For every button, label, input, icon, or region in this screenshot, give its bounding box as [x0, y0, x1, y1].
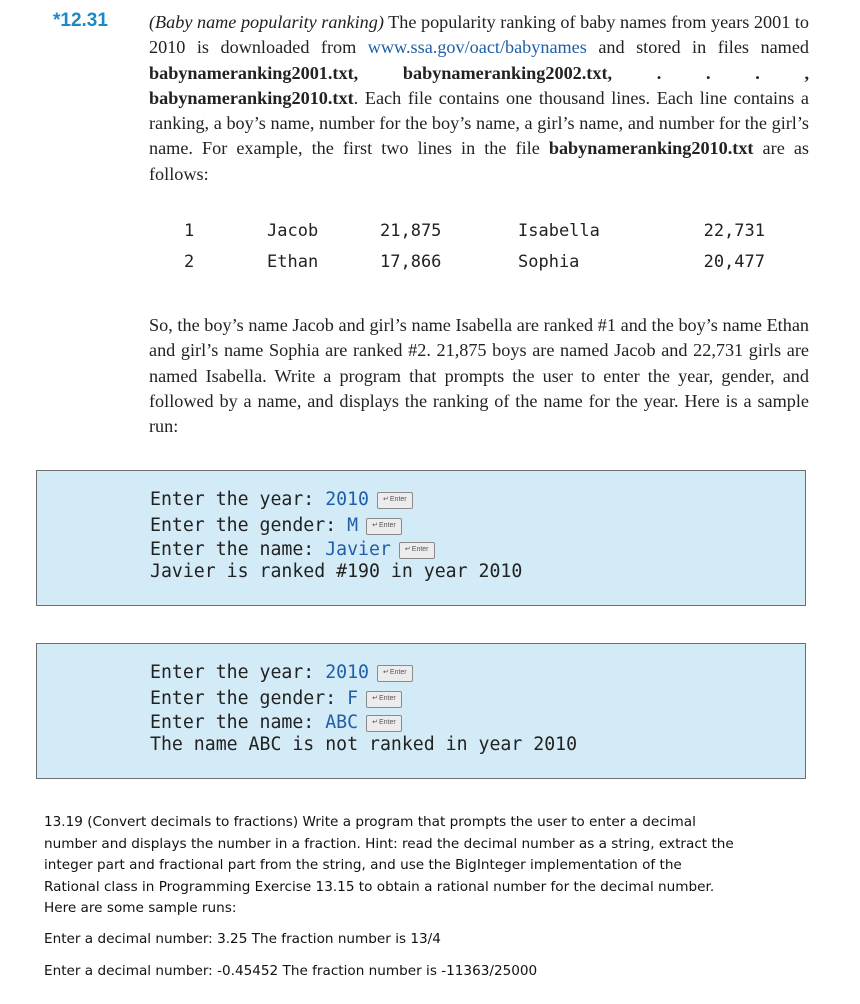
exercise-12-31-explanation: So, the boy’s name Jacob and girl’s name Isabella are ranked #1 and the boy’s name Ethan and girl’s name Sophia are ranked #2. 21,875 boys are named Jacob and 22,731 girls are named Isabella. Write a program that prompts the user to enter the year, gender, and followed by a name, and displays the ranking of the name for the year. Here is a sample run:	[149, 315, 809, 437]
console-line	[150, 487, 522, 513]
exercise-12-31-description	[149, 10, 809, 187]
description-text-1: The popularity ranking of baby names from years 2001 to 2010 is downloaded from	[149, 12, 810, 58]
prompt-text: Enter the name:	[150, 712, 326, 733]
girl-count-cell: 22,731	[703, 221, 765, 241]
girl-name-cell: Isabella	[518, 221, 600, 241]
user-input: Javier	[325, 539, 391, 560]
sample-run-line: Enter a decimal number: 3.25 The fraction number is 13/4	[44, 930, 441, 947]
enter-key-icon: ↵ Enter	[377, 665, 413, 682]
user-input: 2010	[325, 489, 370, 510]
sample-run-box	[36, 643, 806, 779]
console-line	[150, 539, 522, 561]
boy-count-cell: 21,875	[380, 221, 442, 241]
console-line	[150, 712, 577, 734]
console-line	[150, 513, 522, 539]
girl-count-cell: 20,477	[703, 252, 765, 272]
enter-key-icon: ↵ Enter	[399, 542, 435, 559]
user-input: M	[347, 515, 359, 536]
exercise-title: (Baby name popularity ranking)	[149, 12, 384, 32]
user-input: ABC	[325, 712, 359, 733]
boy-name-cell: Jacob	[267, 221, 319, 241]
file-line	[175, 221, 775, 252]
prompt-text: Enter the year:	[150, 489, 326, 510]
user-input: F	[347, 688, 359, 709]
prompt-text: Enter the year:	[150, 662, 326, 683]
boy-count-cell: 17,866	[380, 252, 442, 272]
exercise-13-19	[44, 812, 734, 983]
description-text-2: and stored in files named	[586, 37, 809, 58]
exercise-13-19-description: 13.19 (Convert decimals to fractions) Write a program that prompts the user to enter a decimal number and displays the number in a fraction. Hint: read the decimal number as a string, extract the integer part and fractional part from the string, and use the BigInteger implementation of the Rational class in Programming Exercise 13.15 to obtain a rational number for the decimal number. Here are some sample runs:	[44, 814, 734, 916]
boy-name-cell: Ethan	[267, 252, 319, 272]
girl-name-cell: Sophia	[518, 252, 580, 272]
enter-key-icon: ↵ Enter	[366, 691, 402, 708]
sample-run-box	[36, 470, 806, 606]
example-file-lines	[175, 221, 775, 283]
exercise-number: *12.31	[53, 10, 108, 31]
source-url[interactable]: www.ssa.gov/oact/babynames	[367, 37, 587, 58]
description-text-4: are as follows:	[149, 138, 809, 184]
prompt-text: Enter the gender:	[150, 515, 348, 536]
console-line	[150, 660, 577, 686]
file-names: babynameranking2001.txt, babynameranking2002.txt, . . . , babynameranking2010.txt	[149, 62, 809, 108]
user-input: 2010	[325, 662, 370, 683]
enter-key-icon: ↵ Enter	[366, 715, 402, 732]
prompt-text: Enter the gender:	[150, 688, 348, 709]
console-line	[150, 686, 577, 712]
description-text-3: . Each file contains one thousand lines. Each line contains a ranking, a boy’s name, number for the boy’s name, a girl’s name, and number for the girl’s name. For example, the first two lines in the file	[149, 87, 809, 159]
console-output: The name ABC is not ranked in year 2010	[150, 734, 578, 755]
file-line	[175, 252, 775, 283]
enter-key-icon: ↵ Enter	[366, 518, 402, 535]
enter-key-icon: ↵ Enter	[377, 492, 413, 509]
rank-cell: 1	[184, 221, 195, 241]
example-file-name: babynameranking2010.txt	[548, 138, 754, 159]
rank-cell: 2	[184, 252, 195, 272]
prompt-text: Enter the name:	[150, 539, 326, 560]
console-output: Javier is ranked #190 in year 2010	[150, 561, 523, 582]
sample-run-line: Enter a decimal number: -0.45452 The fraction number is -11363/25000	[44, 963, 538, 979]
